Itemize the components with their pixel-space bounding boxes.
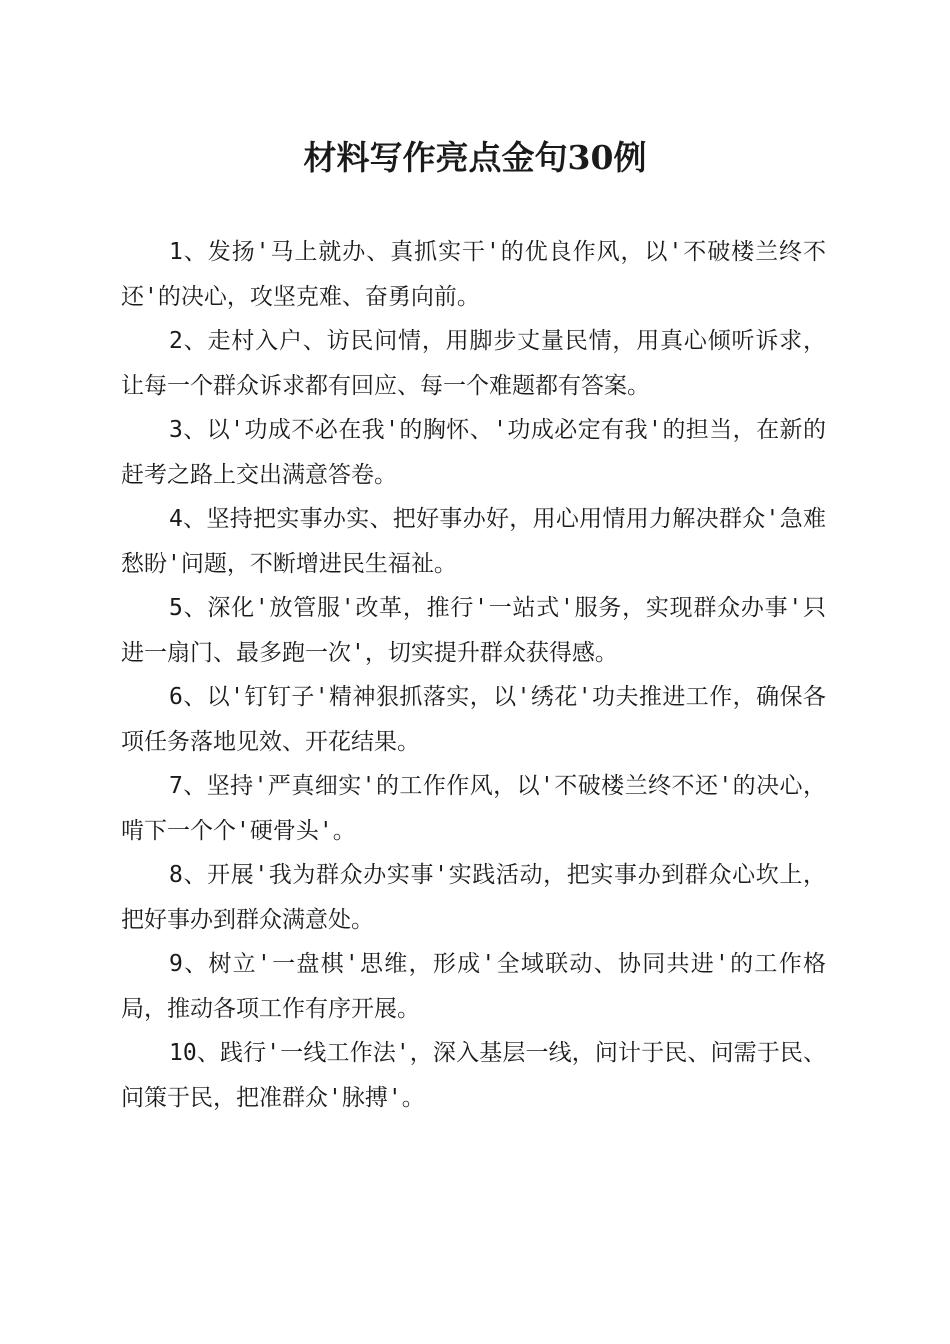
document-body <box>121 230 826 1120</box>
paragraph-3: 3、以'功成不必在我'的胸怀、'功成必定有我'的担当，在新的赶考之路上交出满意答卷。 <box>121 417 826 488</box>
paragraph-1: 1、发扬'马上就办、真抓实干'的优良作风，以'不破楼兰终不还'的决心，攻坚克难、奋勇向前。 <box>121 239 826 310</box>
paragraph-10: 10、践行'一线工作法'，深入基层一线，问计于民、问需于民、问策于民，把准群众'脉搏'。 <box>121 1040 826 1111</box>
paragraph-9: 9、树立'一盘棋'思维，形成'全域联动、协同共进'的工作格局，推动各项工作有序开展。 <box>121 951 826 1022</box>
paragraph-5: 5、深化'放管服'改革，推行'一站式'服务，实现群众办事'只进一扇门、最多跑一次'，切实提升群众获得感。 <box>121 595 826 666</box>
paragraph-4: 4、坚持把实事办实、把好事办好，用心用情用力解决群众'急难愁盼'问题，不断增进民生福祉。 <box>121 506 826 577</box>
paragraph-6: 6、以'钉钉子'精神狠抓落实，以'绣花'功夫推进工作，确保各项任务落地见效、开花结果。 <box>121 684 826 755</box>
paragraph-2: 2、走村入户、访民问情，用脚步丈量民情，用真心倾听诉求，让每一个群众诉求都有回应、每一个难题都有答案。 <box>121 328 826 399</box>
paragraph-8: 8、开展'我为群众办实事'实践活动，把实事办到群众心坎上，把好事办到群众满意处。 <box>121 862 826 933</box>
paragraph-7: 7、坚持'严真细实'的工作作风，以'不破楼兰终不还'的决心，啃下一个个'硬骨头'。 <box>121 773 826 844</box>
document-title: 材料写作亮点金句30例 <box>303 138 647 177</box>
